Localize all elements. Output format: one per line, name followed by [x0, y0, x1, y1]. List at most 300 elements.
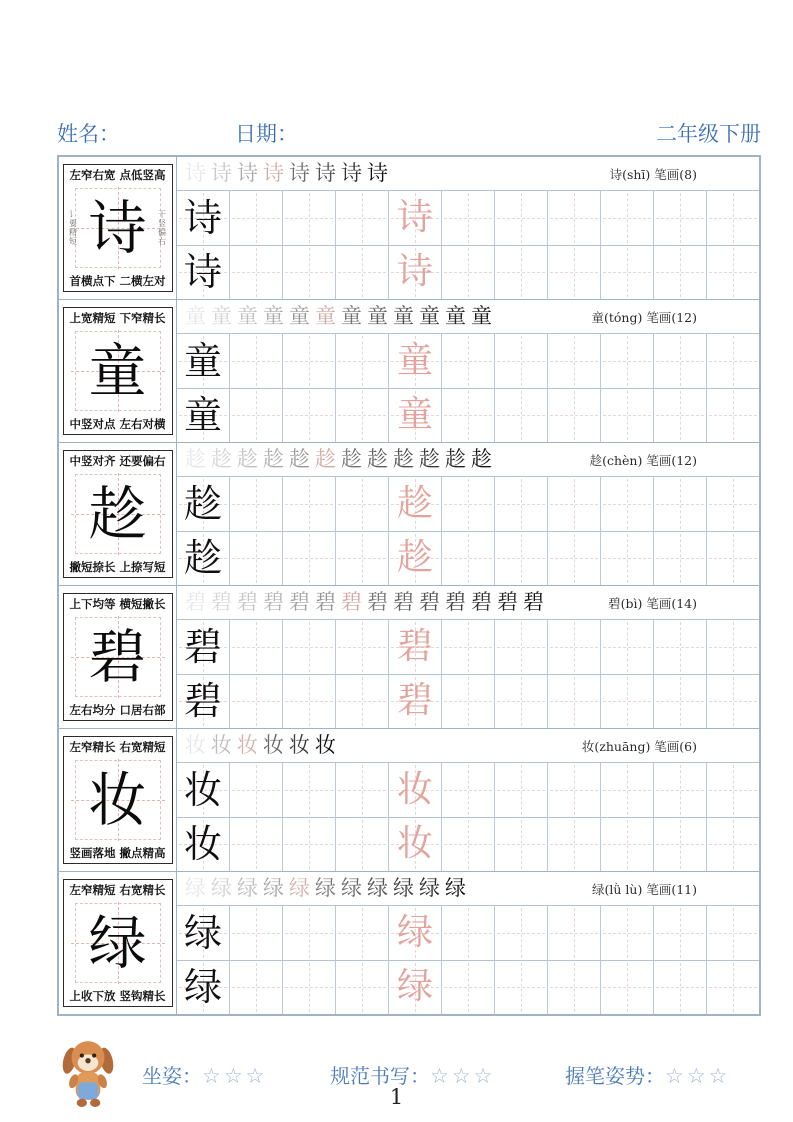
stroke-step: 妆: [289, 733, 310, 757]
practice-cell: [601, 675, 654, 729]
practice-cell: [389, 961, 442, 1015]
stroke-step: 绿: [211, 876, 232, 900]
stroke-step: 碧: [211, 590, 232, 614]
practice-cell: [495, 620, 548, 674]
model-character-area: [65, 183, 171, 273]
character-block: [59, 157, 759, 300]
practice-cell: [601, 389, 654, 443]
pinyin-stroke-label: 童(tóng) 笔画(12): [591, 309, 697, 325]
stroke-order-strip: [177, 443, 759, 477]
model-character: 绿: [88, 909, 147, 977]
practice-cell: [495, 532, 548, 586]
practice-cell: [442, 334, 495, 388]
practice-cell: [654, 334, 707, 388]
practice-cell: [230, 906, 283, 960]
practice-cell: [707, 532, 759, 586]
practice-column: [177, 586, 759, 728]
stroke-order-strip: [177, 300, 759, 334]
practice-row: [177, 675, 759, 729]
model-character: 趁: [88, 480, 147, 548]
stroke-sequence: [185, 163, 388, 184]
pinyin-stroke-label: 碧(bì) 笔画(14): [608, 595, 697, 611]
hint-top: 上宽精短 下窄精长: [69, 311, 166, 325]
model-character-area: [65, 612, 171, 702]
practice-cell: [336, 961, 389, 1015]
stroke-order-strip: [177, 872, 759, 906]
trace-character-pink: 绿: [396, 911, 433, 953]
model-box: [63, 879, 173, 1007]
stroke-step: 趁: [185, 447, 206, 471]
practice-row: [177, 961, 759, 1015]
stroke-step: 童: [471, 304, 492, 328]
practice-cell: [601, 532, 654, 586]
practice-cell: [654, 532, 707, 586]
model-column: [59, 300, 177, 442]
practice-cell: [177, 906, 230, 960]
practice-cell: [389, 818, 442, 872]
practice-cell: [336, 246, 389, 300]
stroke-order-strip: [177, 729, 759, 763]
practice-cell: [495, 961, 548, 1015]
practice-cell: [548, 620, 601, 674]
practice-cell: [601, 906, 654, 960]
practice-cell: [707, 477, 759, 531]
model-box: [63, 307, 173, 435]
stroke-step: 妆: [211, 733, 232, 757]
side-note-left: 讠要精短: [68, 210, 78, 246]
practice-cell: [230, 334, 283, 388]
star-rating-icons: ☆☆☆: [430, 1064, 496, 1088]
practice-column: [177, 300, 759, 442]
pinyin-stroke-label: 趁(chèn) 笔画(12): [589, 452, 697, 468]
model-column: [59, 729, 177, 871]
practice-cell: [601, 191, 654, 245]
stroke-step: 绿: [237, 876, 258, 900]
trace-character-pink: 妆: [396, 768, 433, 810]
practice-cell: [707, 961, 759, 1015]
stroke-step: 碧: [393, 590, 414, 614]
practice-cell: [707, 389, 759, 443]
practice-cell: [707, 191, 759, 245]
practice-cell: [283, 818, 336, 872]
practice-cell: [389, 334, 442, 388]
practice-cell: [654, 620, 707, 674]
practice-row: [177, 532, 759, 586]
model-column: [59, 586, 177, 728]
practice-cell: [336, 389, 389, 443]
stroke-step: 碧: [419, 590, 440, 614]
practice-cell: [283, 477, 336, 531]
side-note-right: 干竖偏右: [157, 210, 167, 246]
practice-cell: [389, 477, 442, 531]
stroke-step: 妆: [237, 733, 258, 757]
stroke-step: 趁: [419, 447, 440, 471]
practice-column: [177, 157, 759, 299]
practice-cell: [654, 675, 707, 729]
practice-table: [57, 155, 761, 1016]
practice-cell: [177, 334, 230, 388]
stroke-step: 妆: [315, 733, 336, 757]
practice-cell: [230, 818, 283, 872]
stroke-step: 绿: [445, 876, 466, 900]
practice-cell: [495, 675, 548, 729]
stroke-step: 诗: [263, 161, 284, 185]
model-character: 碧: [88, 623, 147, 691]
example-character-black: 碧: [183, 624, 222, 669]
practice-cell: [707, 906, 759, 960]
practice-cell: [707, 675, 759, 729]
practice-cell: [548, 906, 601, 960]
stroke-step: 碧: [341, 590, 362, 614]
model-column: [59, 872, 177, 1014]
stroke-step: 绿: [263, 876, 284, 900]
hint-top: 左窄精短 右宽精长: [69, 883, 166, 897]
stroke-step: 趁: [263, 447, 284, 471]
practice-cell: [389, 246, 442, 300]
practice-cell: [177, 389, 230, 443]
stroke-step: 趁: [211, 447, 232, 471]
stroke-step: 趁: [289, 447, 310, 471]
stroke-step: 碧: [237, 590, 258, 614]
practice-cell: [336, 620, 389, 674]
model-character: 妆: [88, 766, 147, 834]
stroke-step: 诗: [185, 161, 206, 185]
practice-cell: [177, 675, 230, 729]
trace-character-pink: 趁: [396, 537, 433, 579]
practice-cell: [442, 906, 495, 960]
hint-bottom: 首横点下 二横左对: [69, 274, 166, 288]
stroke-order-strip: [177, 586, 759, 620]
practice-row: [177, 477, 759, 532]
star-rating-icons: ☆☆☆: [202, 1064, 268, 1088]
practice-row: [177, 191, 759, 246]
practice-cell: [283, 961, 336, 1015]
practice-cell: [548, 532, 601, 586]
page-number: 1: [389, 1085, 404, 1109]
practice-cell: [654, 763, 707, 817]
practice-cell: [442, 763, 495, 817]
model-character-area: [65, 326, 171, 416]
hint-top: 中竖对齐 还要偏右: [69, 454, 166, 468]
stroke-step: 妆: [185, 733, 206, 757]
practice-cell: [336, 191, 389, 245]
stroke-sequence: [185, 735, 336, 756]
practice-row: [177, 620, 759, 675]
practice-cell: [548, 389, 601, 443]
practice-cell: [442, 246, 495, 300]
practice-cell: [495, 389, 548, 443]
practice-cell: [230, 246, 283, 300]
practice-row: [177, 334, 759, 389]
practice-cell: [230, 763, 283, 817]
practice-cell: [495, 246, 548, 300]
practice-cell: [230, 191, 283, 245]
practice-cell: [177, 246, 230, 300]
character-block: [59, 443, 759, 586]
practice-cell: [177, 532, 230, 586]
stroke-step: 童: [393, 304, 414, 328]
practice-cell: [230, 961, 283, 1015]
hint-bottom: 撇短捺长 上捺写短: [69, 560, 166, 574]
practice-cell: [707, 620, 759, 674]
practice-cell: [336, 763, 389, 817]
practice-cell: [442, 818, 495, 872]
stroke-step: 童: [367, 304, 388, 328]
trace-character-pink: 童: [396, 394, 433, 436]
model-character-area: [65, 755, 171, 845]
stroke-step: 趁: [393, 447, 414, 471]
practice-row: [177, 246, 759, 300]
practice-cell: [548, 477, 601, 531]
practice-cell: [548, 818, 601, 872]
stroke-step: 趁: [237, 447, 258, 471]
practice-cell: [336, 532, 389, 586]
stroke-step: 趁: [341, 447, 362, 471]
stroke-step: 碧: [367, 590, 388, 614]
practice-cell: [283, 620, 336, 674]
practice-cell: [548, 246, 601, 300]
stroke-step: 诗: [367, 161, 388, 185]
practice-column: [177, 729, 759, 871]
stroke-step: 诗: [211, 161, 232, 185]
practice-cell: [336, 906, 389, 960]
hint-bottom: 左右均分 口居右部: [69, 703, 166, 717]
stroke-step: 绿: [419, 876, 440, 900]
hint-top: 左窄精长 右宽精短: [69, 740, 166, 754]
trace-character-pink: 趁: [396, 482, 433, 524]
practice-cell: [495, 477, 548, 531]
practice-cell: [654, 246, 707, 300]
practice-cell: [283, 675, 336, 729]
practice-cell: [601, 334, 654, 388]
practice-cell: [336, 334, 389, 388]
practice-cell: [442, 961, 495, 1015]
character-block: [59, 300, 759, 443]
practice-cell: [654, 906, 707, 960]
trace-character-pink: 碧: [396, 625, 433, 667]
practice-cell: [230, 675, 283, 729]
stroke-step: 碧: [471, 590, 492, 614]
practice-cell: [442, 675, 495, 729]
practice-cell: [177, 477, 230, 531]
stroke-step: 绿: [367, 876, 388, 900]
practice-cell: [442, 477, 495, 531]
trace-character-pink: 童: [396, 339, 433, 381]
practice-cell: [177, 191, 230, 245]
hint-bottom: 上收下放 竖钩精长: [69, 989, 166, 1003]
practice-cell: [389, 532, 442, 586]
practice-cell: [442, 191, 495, 245]
example-character-black: 童: [183, 338, 222, 383]
trace-character-pink: 妆: [396, 823, 433, 865]
rating-label: 坐姿：: [142, 1064, 202, 1088]
stroke-step: 绿: [315, 876, 336, 900]
trace-character-pink: 碧: [396, 680, 433, 722]
stroke-step: 趁: [471, 447, 492, 471]
header: [57, 118, 761, 146]
practice-cell: [548, 763, 601, 817]
practice-cell: [601, 818, 654, 872]
practice-cell: [548, 675, 601, 729]
practice-cell: [389, 191, 442, 245]
pinyin-stroke-label: 诗(shī) 笔画(8): [609, 166, 697, 182]
rating-label: 规范书写：: [330, 1064, 430, 1088]
model-box: [63, 164, 173, 292]
date-label: 日期：: [235, 122, 298, 146]
practice-cell: [548, 334, 601, 388]
practice-cell: [654, 818, 707, 872]
practice-cell: [442, 532, 495, 586]
character-block: [59, 586, 759, 729]
practice-cell: [654, 389, 707, 443]
practice-cell: [601, 477, 654, 531]
star-rating-icons: ☆☆☆: [665, 1064, 731, 1088]
practice-row: [177, 389, 759, 443]
grade-label: 二年级下册: [656, 122, 761, 146]
practice-cell: [707, 334, 759, 388]
example-character-black: 诗: [183, 195, 222, 240]
practice-cell: [654, 477, 707, 531]
practice-cell: [389, 675, 442, 729]
example-character-black: 妆: [183, 822, 222, 867]
practice-cell: [495, 334, 548, 388]
stroke-step: 童: [445, 304, 466, 328]
stroke-sequence: [185, 306, 492, 327]
stroke-step: 童: [185, 304, 206, 328]
character-block: [59, 872, 759, 1014]
practice-cell: [283, 906, 336, 960]
practice-cell: [230, 620, 283, 674]
stroke-step: 童: [419, 304, 440, 328]
model-character: 诗: [88, 194, 147, 262]
practice-cell: [389, 763, 442, 817]
stroke-step: 碧: [523, 590, 544, 614]
stroke-step: 诗: [341, 161, 362, 185]
practice-cell: [442, 389, 495, 443]
stroke-step: 童: [315, 304, 336, 328]
practice-column: [177, 443, 759, 585]
stroke-step: 趁: [445, 447, 466, 471]
practice-row: [177, 763, 759, 818]
hint-bottom: 竖画落地 撇点精高: [69, 846, 166, 860]
practice-cell: [283, 246, 336, 300]
practice-cell: [707, 246, 759, 300]
stroke-step: 妆: [263, 733, 284, 757]
practice-cell: [177, 620, 230, 674]
stroke-order-strip: [177, 157, 759, 191]
stroke-step: 绿: [393, 876, 414, 900]
stroke-step: 童: [211, 304, 232, 328]
practice-cell: [283, 389, 336, 443]
practice-cell: [707, 818, 759, 872]
practice-cell: [389, 389, 442, 443]
example-character-black: 趁: [183, 536, 222, 581]
stroke-step: 碧: [445, 590, 466, 614]
hint-bottom: 中竖对点 左右对横: [69, 417, 166, 431]
hint-top: 左窄右宽 点低竖高: [69, 168, 166, 182]
practice-cell: [177, 818, 230, 872]
example-character-black: 碧: [183, 679, 222, 724]
practice-cell: [495, 818, 548, 872]
model-character-area: [65, 469, 171, 559]
practice-cell: [601, 763, 654, 817]
practice-cell: [548, 961, 601, 1015]
practice-cell: [230, 477, 283, 531]
practice-cell: [601, 620, 654, 674]
stroke-step: 绿: [341, 876, 362, 900]
practice-cell: [177, 961, 230, 1015]
practice-cell: [495, 191, 548, 245]
practice-cell: [336, 477, 389, 531]
example-character-black: 诗: [183, 250, 222, 295]
practice-cell: [177, 763, 230, 817]
practice-cell: [601, 961, 654, 1015]
model-column: [59, 443, 177, 585]
hint-top: 上下均等 横短撇长: [69, 597, 166, 611]
trace-character-pink: 诗: [396, 196, 433, 238]
practice-cell: [654, 961, 707, 1015]
practice-cell: [230, 389, 283, 443]
model-box: [63, 450, 173, 578]
stroke-step: 童: [289, 304, 310, 328]
stroke-step: 诗: [289, 161, 310, 185]
practice-cell: [283, 334, 336, 388]
practice-row: [177, 818, 759, 872]
pinyin-stroke-label: 绿(lǜ lù) 笔画(11): [592, 881, 697, 897]
practice-cell: [495, 906, 548, 960]
stroke-step: 绿: [289, 876, 310, 900]
stroke-step: 碧: [497, 590, 518, 614]
stroke-step: 诗: [315, 161, 336, 185]
stroke-step: 童: [263, 304, 284, 328]
stroke-step: 碧: [289, 590, 310, 614]
practice-cell: [336, 675, 389, 729]
practice-cell: [654, 191, 707, 245]
pinyin-stroke-label: 妆(zhuāng) 笔画(6): [581, 738, 697, 754]
practice-cell: [389, 620, 442, 674]
practice-cell: [495, 763, 548, 817]
trace-character-pink: 绿: [396, 966, 433, 1008]
stroke-step: 趁: [315, 447, 336, 471]
practice-column: [177, 872, 759, 1014]
rating-label: 握笔姿势：: [565, 1064, 665, 1088]
stroke-step: 趁: [367, 447, 388, 471]
model-character: 童: [88, 337, 147, 405]
practice-cell: [389, 906, 442, 960]
practice-cell: [283, 763, 336, 817]
practice-row: [177, 906, 759, 961]
stroke-step: 碧: [315, 590, 336, 614]
stroke-step: 童: [237, 304, 258, 328]
practice-cell: [601, 246, 654, 300]
practice-cell: [442, 620, 495, 674]
example-character-black: 童: [183, 393, 222, 438]
model-box: [63, 736, 173, 864]
trace-character-pink: 诗: [396, 251, 433, 293]
stroke-step: 碧: [263, 590, 284, 614]
name-label: 姓名：: [57, 122, 120, 146]
practice-cell: [230, 532, 283, 586]
practice-cell: [548, 191, 601, 245]
stroke-sequence: [185, 592, 544, 613]
practice-cell: [283, 532, 336, 586]
stroke-sequence: [185, 449, 492, 470]
stroke-step: 碧: [185, 590, 206, 614]
model-box: [63, 593, 173, 721]
practice-cell: [336, 818, 389, 872]
practice-cell: [707, 763, 759, 817]
model-character-area: [65, 898, 171, 988]
